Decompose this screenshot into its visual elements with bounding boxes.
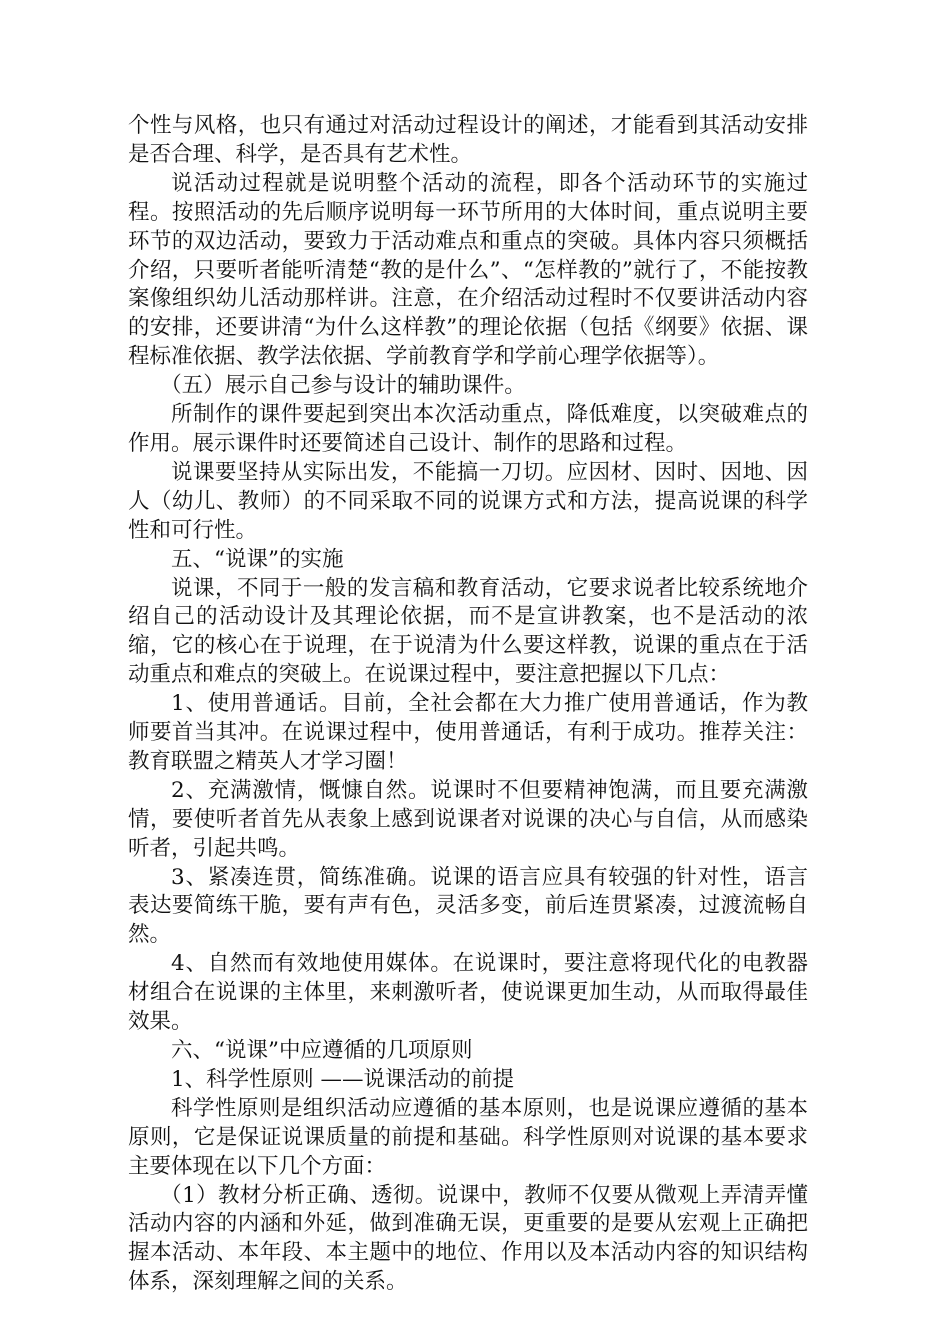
list-item-1: 1、使用普通话。目前，全社会都在大力推广使用普通话，作为教师要首当其冲。在说课过程中，使用普通话，有利于成功。推荐关注：教育联盟之精英人才学习圈！	[128, 691, 808, 774]
paragraph-scientific-principle: 科学性原则是组织活动应遵循的基本原则，也是说课应遵循的基本原则，它是保证说课质量的前提和基础。科学性原则对说课的基本要求主要体现在以下几个方面：	[128, 1095, 808, 1179]
list-item-sub-1: （1）教材分析正确、透彻。说课中，教师不仅要从微观上弄清弄懂活动内容的内涵和外延，做到准确无误，更重要的是要从宏观上正确把握本活动、本年段、本主题中的地位、作用以及本活动内容的知识结构体系，深刻理解之间的关系。	[128, 1182, 808, 1295]
paragraph-courseware: 所制作的课件要起到突出本次活动重点，降低难度，以突破难点的作用。展示课件时还要简述自己设计、制作的思路和过程。	[128, 402, 808, 456]
paragraph-continuation: 个性与风格，也只有通过对活动过程设计的阐述，才能看到其活动安排是否合理、科学，是否具有艺术性。	[128, 113, 808, 167]
heading-principle-1: 1、科学性原则 ——说课活动的前提	[171, 1066, 515, 1092]
paragraph-implementation: 说课，不同于一般的发言稿和教育活动，它要求说者比较系统地介绍自己的活动设计及其理论依据，而不是宣讲教案，也不是活动的浓缩，它的核心在于说理，在于说清为什么要这样教，说课的重点在于活动重点和难点的突破上。在说课过程中，要注意把握以下几点：	[128, 575, 808, 688]
heading-section-5: 五、“说课”的实施	[171, 546, 344, 572]
heading-section-5-sub: （五）展示自己参与设计的辅助课件。	[160, 373, 526, 399]
heading-section-6: 六、“说课”中应遵循的几项原则	[171, 1038, 473, 1063]
paragraph-practical: 说课要坚持从实际出发，不能搞一刀切。应因材、因时、因地、因人（幼儿、教师）的不同采取不同的说课方式和方法，提高说课的科学性和可行性。	[128, 459, 808, 543]
document-page	[128, 112, 808, 1297]
paragraph-activity-process: 说活动过程就是说明整个活动的流程，即各个活动环节的实施过程。按照活动的先后顺序说明每一环节所用的大体时间，重点说明主要环节的双边活动，要致力于活动难点和重点的突破。具体内容只须概括介绍，只要听者能听清楚“教的是什么”、“怎样教的”就行了，不能按教案像组织幼儿活动那样讲。注意，在介绍活动过程时不仅要讲活动内容的安排，还要讲清“为什么这样教”的理论依据（包括《纲要》依据、课程标准依据、教学法依据、学前教育学和学前心理学依据等）。	[128, 170, 808, 370]
list-item-2: 2、充满激情，慨慷自然。说课时不但要精神饱满，而且要充满激情，要使听者首先从表象上感到说课者对说课的决心与自信，从而感染听者，引起共鸣。	[128, 777, 808, 861]
list-item-3: 3、紧凑连贯，简练准确。说课的语言应具有较强的针对性，语言表达要简练干脆，要有声有色，灵活多变，前后连贯紧凑，过渡流畅自然。	[128, 864, 808, 948]
list-item-4: 4、自然而有效地使用媒体。在说课时，要注意将现代化的电教器材组合在说课的主体里，来刺激听者，使说课更加生动，从而取得最佳效果。	[128, 951, 808, 1035]
